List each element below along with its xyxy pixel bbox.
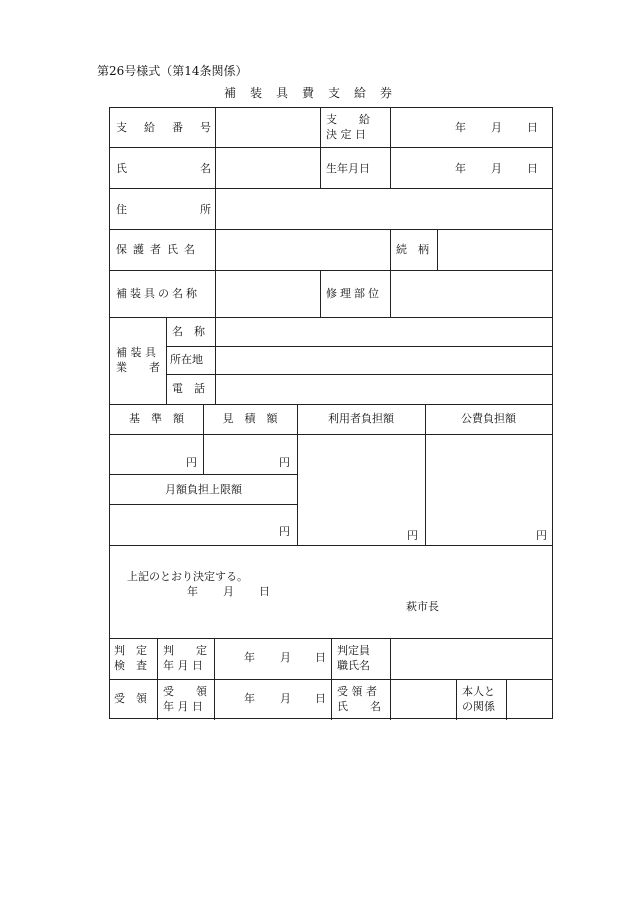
payment-decision-date-label-line2: 決 定 日 — [326, 128, 366, 141]
judgement-year: 年 — [244, 651, 255, 664]
judgement-label-line1: 判 定 — [114, 644, 147, 657]
receipt-label: 受 領 — [114, 692, 147, 705]
relation-label-line1: 本人と — [462, 685, 495, 698]
address-label-left: 住 — [116, 203, 127, 216]
decision-year: 年 — [455, 121, 466, 134]
decision-statement: 上記のとおり決定する。 — [127, 570, 248, 583]
public-burden-header: 公費負担額 — [461, 412, 516, 425]
vendor-phone-label: 電 話 — [172, 382, 205, 395]
birth-day: 日 — [527, 162, 538, 175]
statement-month: 月 — [223, 585, 234, 598]
issuer-name: 萩市長 — [406, 600, 439, 613]
name-label-right: 名 — [200, 162, 211, 175]
relationship-label: 続 柄 — [396, 243, 429, 256]
monthly-cap-yen: 円 — [279, 525, 290, 538]
estimate-amount-header: 見 積 額 — [222, 412, 278, 425]
address-label-right: 所 — [200, 203, 211, 216]
public-burden-yen: 円 — [536, 529, 547, 542]
repair-part-label: 修理部位 — [326, 287, 382, 300]
vendor-name-label: 名 称 — [172, 325, 205, 338]
birth-date-label: 生年月日 — [326, 162, 370, 175]
relation-label-line2: の関係 — [462, 700, 495, 713]
payment-number-label-3: 番 — [172, 121, 183, 134]
vendor-label-line1: 補 装 具 — [116, 346, 156, 359]
judgement-officer-label-line1: 判定員 — [337, 644, 370, 657]
payment-number-label-2: 給 — [144, 121, 155, 134]
receipt-year: 年 — [244, 692, 255, 705]
document-title: 補装具費支給券 — [223, 86, 406, 100]
statement-day: 日 — [259, 585, 270, 598]
payment-decision-date-label-line1: 支 給 — [326, 113, 370, 126]
judgement-date-label-line2: 年 月 日 — [163, 659, 203, 672]
name-label-left: 氏 — [116, 162, 127, 175]
statement-year: 年 — [187, 585, 198, 598]
standard-amount-header: 基 準 額 — [129, 412, 184, 425]
receipt-month: 月 — [280, 692, 291, 705]
receipt-date-label-line1: 受 領 — [163, 685, 207, 698]
decision-day: 日 — [527, 121, 538, 134]
user-burden-yen: 円 — [407, 529, 418, 542]
judgement-month: 月 — [280, 651, 291, 664]
receiver-label-line1: 受 領 者 — [337, 685, 377, 698]
guardian-name-label: 保護者氏名 — [116, 243, 201, 256]
device-name-label: 補装具の名称 — [116, 287, 200, 300]
judgement-officer-label-line2: 職氏名 — [337, 659, 370, 672]
judgement-date-label-line1: 判 定 — [163, 644, 207, 657]
decision-month: 月 — [491, 121, 502, 134]
judgement-label-line2: 検 査 — [114, 659, 147, 672]
vendor-location-label: 所在地 — [170, 353, 203, 366]
receipt-date-label-line2: 年 月 日 — [163, 700, 203, 713]
standard-amount-yen: 円 — [186, 456, 197, 469]
payment-number-label-1: 支 — [116, 121, 127, 134]
receipt-day: 日 — [315, 692, 326, 705]
judgement-day: 日 — [315, 651, 326, 664]
user-burden-header: 利用者負担額 — [328, 412, 394, 425]
form-number: 第26号様式（第14条関係） — [97, 64, 248, 78]
monthly-cap-label: 月額負担上限額 — [165, 483, 242, 496]
vendor-label-line2: 業 者 — [116, 361, 160, 374]
payment-number-label-4: 号 — [200, 121, 211, 134]
receiver-label-line2: 氏 名 — [337, 700, 381, 713]
birth-year: 年 — [455, 162, 466, 175]
estimate-amount-yen: 円 — [279, 456, 290, 469]
birth-month: 月 — [491, 162, 502, 175]
form-table — [109, 107, 553, 719]
